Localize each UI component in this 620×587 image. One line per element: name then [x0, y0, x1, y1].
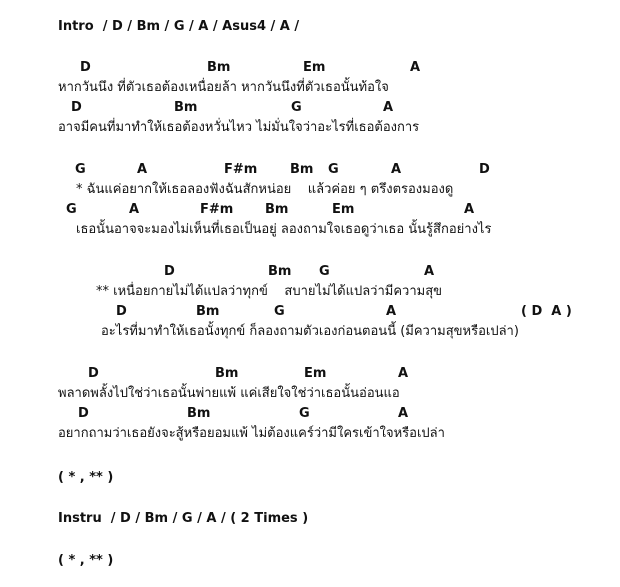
chord: G	[328, 162, 339, 177]
chord: ( D A )	[521, 304, 572, 319]
repeat-marker: ( * , ** )	[58, 470, 114, 485]
chord: Bm	[187, 406, 211, 421]
chord: D	[479, 162, 490, 177]
instrumental-line: Instru / D / Bm / G / A / ( 2 Times )	[58, 511, 309, 526]
chord: D	[88, 366, 99, 381]
chord: Bm	[265, 202, 289, 217]
chord: Bm	[215, 366, 239, 381]
chord: Em	[303, 60, 326, 75]
lyric-line: ** เหนื่อยกายไม่ได้แปลว่าทุกข์ สบายไม่ได้แปลว่ามีความสุข	[96, 284, 443, 299]
chord: G	[66, 202, 77, 217]
chord: Bm	[290, 162, 314, 177]
chord: Bm	[196, 304, 220, 319]
chord: A	[386, 304, 397, 319]
chord: G	[299, 406, 310, 421]
chord: A	[383, 100, 394, 115]
chord: Bm	[174, 100, 198, 115]
chord: D	[116, 304, 127, 319]
chord: G	[75, 162, 86, 177]
chord: A	[410, 60, 421, 75]
lyric-line: อะไรที่มาทำให้เธอนั้งทุกข์ ก็ลองถามตัวเองก่อนตอนนี้ (มีความสุขหรือเปล่า)	[101, 324, 519, 339]
chord: A	[137, 162, 148, 177]
chord: A	[398, 366, 409, 381]
chord: Bm	[268, 264, 292, 279]
chord: A	[391, 162, 402, 177]
lyric-line: เธอนั้นอาจจะมองไม่เห็นที่เธอเป็นอยู่ ลองถามใจเธอดูว่าเธอ นั้นรู้สึกอย่างไร	[76, 222, 492, 237]
lyric-line: อยากถามว่าเธอยังจะสู้หรือยอมแพ้ ไม่ต้องแคร์ว่ามีใครเข้าใจหรือเปล่า	[58, 426, 445, 441]
chord: G	[291, 100, 302, 115]
chord: A	[129, 202, 140, 217]
chord: D	[71, 100, 82, 115]
chord: G	[274, 304, 285, 319]
chord: Em	[304, 366, 327, 381]
chord: Bm	[207, 60, 231, 75]
lyric-line: * ฉันแค่อยากให้เธอลองฟังฉันสักหน่อย แล้วค่อย ๆ ตรึงตรองมองดู	[76, 182, 454, 197]
chord: G	[319, 264, 330, 279]
chord: D	[164, 264, 175, 279]
lyric-line: พลาดพลั้งไปใช่ว่าเธอนั้นพ่ายแพ้ แค่เสียใจใช่ว่าเธอนั้นอ่อนแอ	[58, 386, 400, 401]
chord: F#m	[224, 162, 258, 177]
intro-line: Intro / D / Bm / G / A / Asus4 / A /	[58, 19, 300, 34]
chord: D	[80, 60, 91, 75]
lyric-line: อาจมีคนที่มาทำให้เธอต้องหวั่นไหว ไม่มั่นใจว่าอะไรที่เธอต้องการ	[58, 120, 420, 135]
chord: Em	[332, 202, 355, 217]
lyric-line: หากวันนึง ที่ตัวเธอต้องเหนื่อยล้า หากวันนึงที่ตัวเธอนั้นท้อใจ	[58, 80, 389, 95]
chord: A	[424, 264, 435, 279]
chord: A	[398, 406, 409, 421]
chord: F#m	[200, 202, 234, 217]
chord: A	[464, 202, 475, 217]
repeat-marker: ( * , ** )	[58, 553, 114, 568]
chord: D	[78, 406, 89, 421]
